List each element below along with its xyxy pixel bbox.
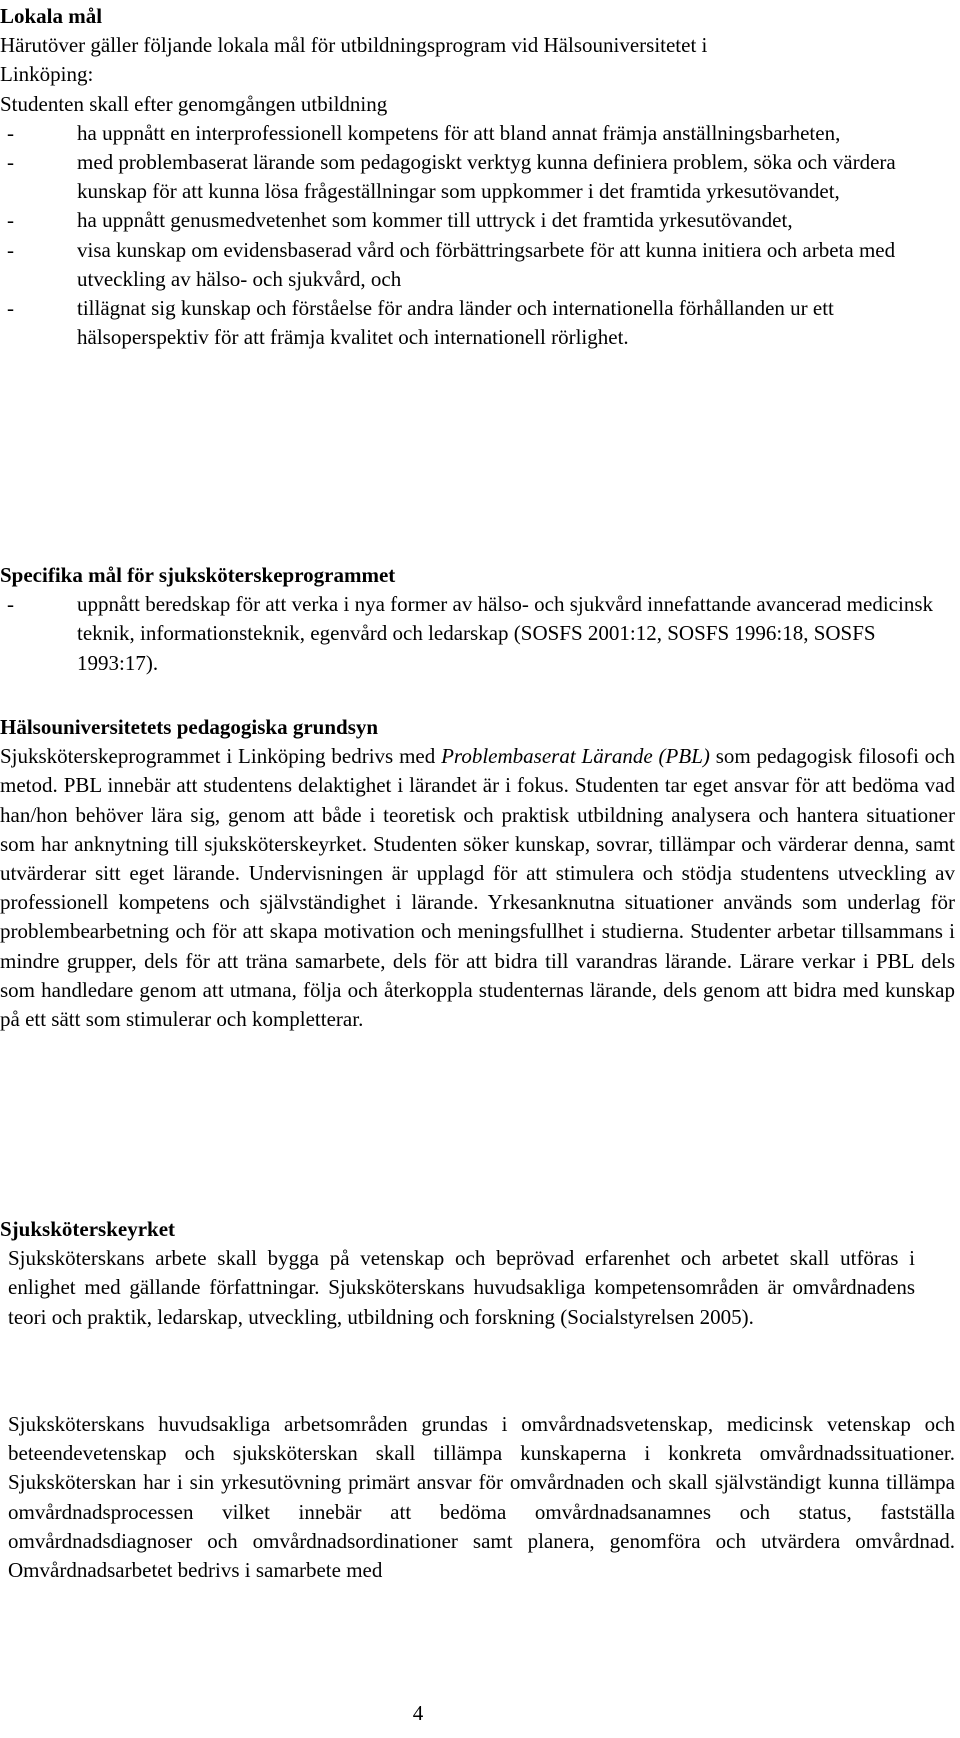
list-item <box>0 236 955 294</box>
bullet-dash: - <box>7 120 14 145</box>
profession-continued-section <box>0 1410 955 1585</box>
local-goals-list <box>0 119 955 353</box>
profession-section <box>0 1215 955 1332</box>
pedagogy-section <box>0 713 955 1034</box>
local-goals-section <box>0 2 955 352</box>
specific-goals-list <box>0 590 955 678</box>
list-item-text: visa kunskap om evidensbaserad vård och förbättringsarbete för att kunna initiera och arbeta med utveckling av hälso- och sjukvård, och <box>77 237 896 291</box>
list-item-text: tillägnat sig kunskap och förståelse för andra länder och internationella förhållanden ur ett hälsoperspektiv för att främja kvalitet och internationell rörlighet. <box>77 296 834 350</box>
pedagogy-paragraph <box>0 742 955 1034</box>
pedagogy-heading: Hälsouniversitetets pedagogiska grundsyn <box>0 715 379 739</box>
pedagogy-text-rest: som pedagogisk filosofi och metod. PBL innebär att studentens delaktighet i lärandet är i fokus. Studenten tar eget ansvar för att bedöma vad han/hon behöver lära sig, genom att både i teoretisk och praktisk utbildning analysera och hantera situationer som har anknytning till sjuksköterskeyrket. Studenten söker kunskap, sovrar, tillämpar och värderar denna, samt utvärderar sitt eget lärande. Undervisningen är upplagd för att stimulera och stödja studentens utveckling av professionell kompetens och självständighet i lärande. Yrkesanknutna situationer används som underlag för problembearbetning och för att skapa motivation och meningsfullhet i studierna. Studenter arbetar tillsammans i mindre grupper, dels för att träna samarbete, dels för att bidra till varandras lärande. Lärare verkar i PBL dels som handledare genom att utmana, följa och återkoppla studenternas lärande, dels genom att bidra med kunskap på ett sätt som stimulerar och kompletterar. <box>0 744 955 1032</box>
list-item <box>0 206 955 235</box>
bullet-dash: - <box>7 592 14 617</box>
local-goals-intro-line-1: Härutöver gäller följande lokala mål för utbildningsprogram vid Hälsouniversitetet i <box>0 33 708 58</box>
list-item-text: ha uppnått en interprofessionell kompetens för att bland annat främja anställningsbarheten, <box>77 120 841 145</box>
bullet-dash: - <box>7 208 14 233</box>
specific-goals-heading: Specifika mål för sjuksköterskeprogrammet <box>0 563 396 587</box>
list-item-text: uppnått beredskap för att verka i nya former av hälso- och sjukvård innefattande avancerad medicinsk teknik, informationsteknik, egenvård och ledarskap (SOSFS 2001:12, SOSFS 1996:18, SOSFS 1993:17). <box>77 592 933 675</box>
list-item-text: ha uppnått genusmedvetenhet som kommer till uttryck i det framtida yrkesutövandet, <box>77 208 793 233</box>
local-goals-intro-line-3: Studenten skall efter genomgången utbildning <box>0 91 388 116</box>
list-item <box>0 294 955 352</box>
list-item <box>0 119 955 148</box>
bullet-dash: - <box>7 237 14 262</box>
list-item-text: med problembaserat lärande som pedagogiskt verktyg kunna definiera problem, söka och värdera kunskap för att kunna lösa frågeställningar som uppkommer i det framtida yrkesutövandet, <box>77 150 896 204</box>
list-item <box>0 148 955 206</box>
pbl-emphasis: Problembaserat Lärande (PBL) <box>441 744 710 769</box>
page-number: 4 <box>412 1701 424 1725</box>
profession-heading: Sjuksköterskeyrket <box>0 1217 176 1241</box>
profession-paragraph-1: Sjuksköterskans arbete skall bygga på vetenskap och beprövad erfarenhet och arbetet skall utföras i enlighet med gällande författningar. Sjuksköterskans huvudsakliga kompetensområden är omvårdnadens teori och praktik, ledarskap, utveckling, utbildning och forskning (Socialstyrelsen 2005). <box>8 1246 915 1329</box>
list-item <box>0 590 955 678</box>
profession-paragraph-2: Sjuksköterskans huvudsakliga arbetsområden grundas i omvårdnadsvetenskap, medicinsk vetenskap och beteendevetenskap och sjuksköterskan skall tillämpa kunskaperna i konkreta omvårdnadssituationer. Sjuksköterskan har i sin yrkesutövning primärt ansvar för omvårdnaden och skall självständigt kunna tillämpa omvårdnadsprocessen vilket innebär att bedöma omvårdnadsanamnes och status, fastställa omvårdnadsdiagnoser och omvårdnadsordinationer samt planera, genomföra och utvärdera omvårdnad. Omvårdnadsarbetet bedrivs i samarbete med <box>8 1412 955 1583</box>
pedagogy-text-start: Sjuksköterskeprogrammet i Linköping bedrivs med <box>0 744 442 769</box>
local-goals-heading: Lokala mål <box>0 4 103 28</box>
bullet-dash: - <box>7 296 14 321</box>
local-goals-intro-line-2: Linköping: <box>0 62 94 87</box>
specific-goals-section <box>0 561 955 678</box>
bullet-dash: - <box>7 150 14 175</box>
